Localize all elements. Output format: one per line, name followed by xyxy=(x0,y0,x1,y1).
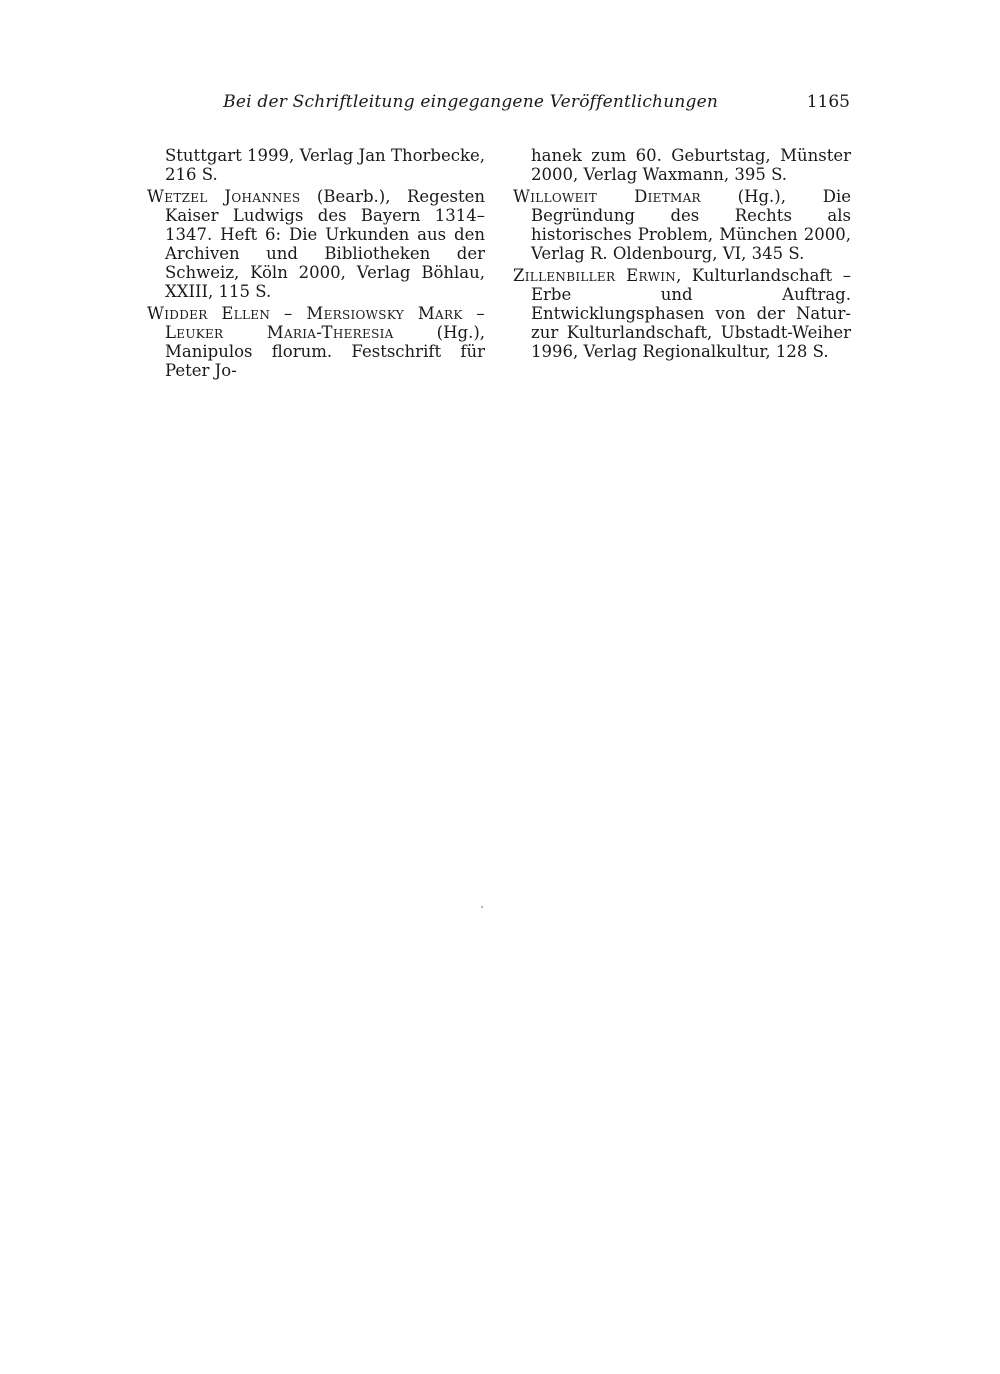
right-column xyxy=(513,146,851,364)
entry-text: (Bearb.), Regesten Kaiser Ludwigs des Bayern 1314–1347. Heft 6: Die Urkunden aus den Archiven und Bibliotheken der Schweiz, Köln 2000, Verlag Böhlau, XXIII, 115 S. xyxy=(165,187,485,301)
page-number: 1165 xyxy=(806,92,850,112)
entry-author: Zillenbiller Erwin xyxy=(513,266,677,285)
entry-text: (Hg.), Manipulos florum. Festschrift für Peter Jo- xyxy=(165,323,485,380)
entry-author: Willoweit Dietmar xyxy=(513,187,701,206)
bibliography-entry xyxy=(147,304,485,380)
entry-text: (Hg.), Die Begründung des Rechts als historisches Problem, München 2000, Verlag R. Oldenbourg, VI, 345 S. xyxy=(531,187,851,263)
bibliography-entry xyxy=(513,266,851,361)
entry-continuation xyxy=(513,146,851,184)
entry-text: hanek zum 60. Geburtstag, Münster 2000, Verlag Waxmann, 395 S. xyxy=(531,146,851,184)
scan-speck xyxy=(481,906,483,908)
entry-continuation xyxy=(147,146,485,184)
entry-author: Wetzel Johannes xyxy=(147,187,301,206)
page-header xyxy=(148,92,852,116)
bibliography-entry xyxy=(147,187,485,301)
left-column xyxy=(147,146,485,383)
running-title: Bei der Schriftleitung eingegangene Veröffentlichungen xyxy=(223,92,718,112)
entry-text: Stuttgart 1999, Verlag Jan Thorbecke, 216 S. xyxy=(165,146,485,184)
entry-author: Widder Ellen – Mersiowsky Mark – Leuker Maria-Theresia xyxy=(147,304,485,342)
entry-text: , Kulturlandschaft – Erbe und Auftrag. Entwicklungsphasen von der Natur- zur Kulturlandschaft, Ubstadt-Weiher 1996, Verlag Regionalkultur, 128 S. xyxy=(531,266,851,361)
bibliography-entry xyxy=(513,187,851,263)
